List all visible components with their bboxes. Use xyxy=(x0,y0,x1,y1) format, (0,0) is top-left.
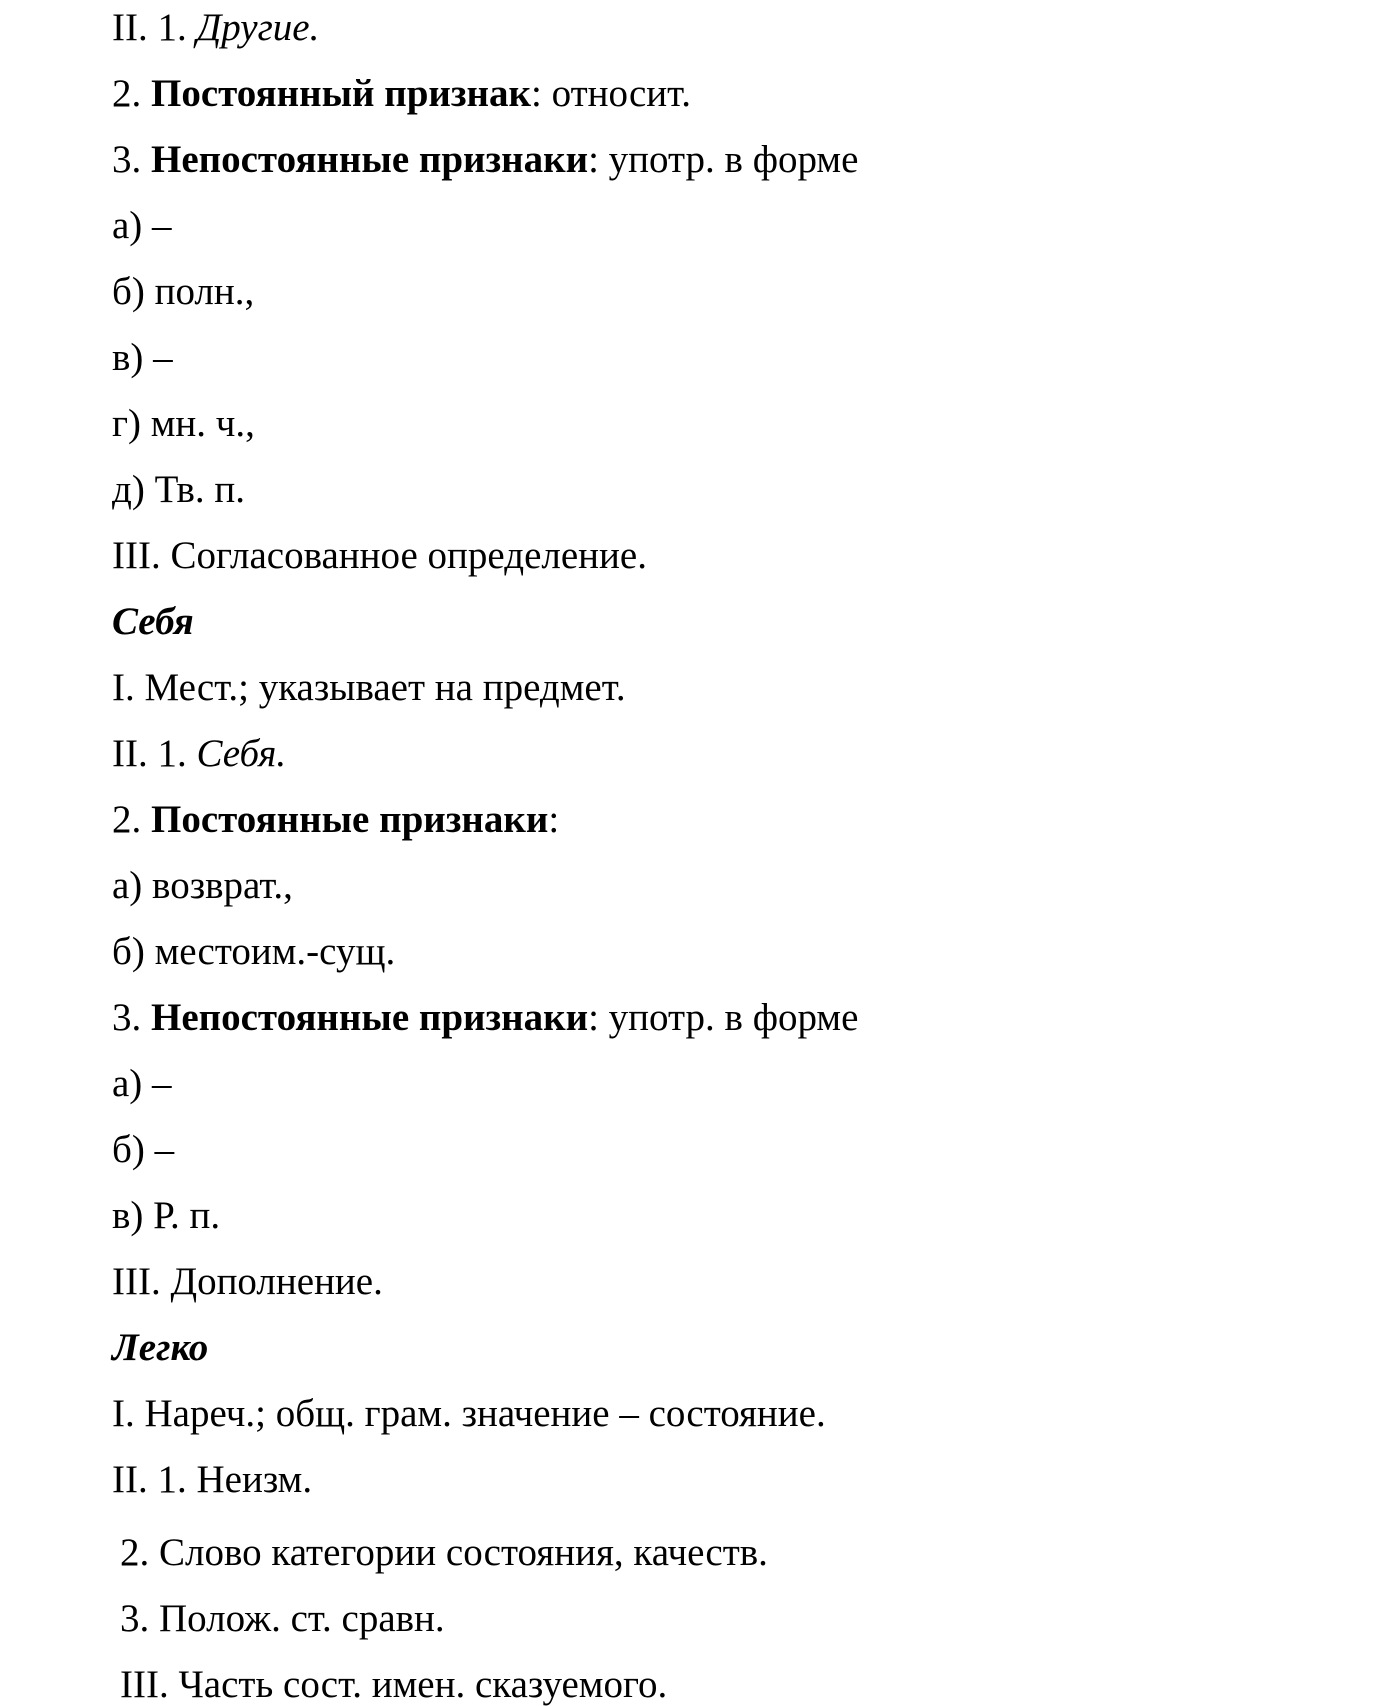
sebya-line-7: а) – xyxy=(112,1062,172,1105)
drugie-line-2 xyxy=(112,74,691,113)
sebya-line-5: б) местоим.-сущ. xyxy=(112,930,396,973)
drugie-line-2-bold: Постоянный признак xyxy=(151,72,532,115)
drugie-line-3-rest: : употр. в форме xyxy=(588,138,859,181)
drugie-line-1 xyxy=(112,8,319,47)
sebya-line-10: III. Дополнение. xyxy=(112,1260,383,1303)
drugie-line-8: д) Тв. п. xyxy=(112,468,245,511)
sebya-line-6 xyxy=(112,998,858,1037)
legko-line-3: 2. Слово категории состояния, качеств. xyxy=(120,1531,768,1574)
drugie-line-2-number: 2. xyxy=(112,72,151,115)
sebya-line-1: I. Мест.; указывает на предмет. xyxy=(112,666,626,709)
drugie-line-1-word: Другие. xyxy=(196,6,320,49)
sebya-line-4: а) возврат., xyxy=(112,864,293,907)
sebya-line-3-rest: : xyxy=(548,798,560,841)
legko-line-4: 3. Полож. ст. сравн. xyxy=(120,1597,445,1640)
sebya-line-2 xyxy=(112,734,286,773)
drugie-line-6: в) – xyxy=(112,336,173,379)
sebya-line-2-number: II. 1. xyxy=(112,732,197,775)
drugie-line-1-number: II. 1. xyxy=(112,6,197,49)
drugie-line-5: б) полн., xyxy=(112,270,255,313)
sebya-line-9: в) Р. п. xyxy=(112,1194,221,1237)
legko-heading: Легко xyxy=(112,1326,209,1369)
sebya-line-3-number: 2. xyxy=(112,798,151,841)
sebya-line-3 xyxy=(112,800,559,839)
sebya-line-6-number: 3. xyxy=(112,996,151,1039)
sebya-heading: Себя xyxy=(112,600,194,643)
drugie-line-3 xyxy=(112,140,858,179)
drugie-line-9: III. Согласованное определение. xyxy=(112,534,647,577)
sebya-line-3-bold: Постоянные признаки xyxy=(151,798,549,841)
sebya-line-2-word: Себя. xyxy=(196,732,287,775)
legko-line-5: III. Часть сост. имен. сказуемого. xyxy=(120,1663,668,1706)
drugie-line-3-bold: Непостоянные признаки xyxy=(151,138,589,181)
sebya-line-6-bold: Непостоянные признаки xyxy=(151,996,589,1039)
legko-line-2: II. 1. Неизм. xyxy=(112,1458,313,1501)
drugie-line-2-rest: : относит. xyxy=(531,72,692,115)
drugie-line-3-number: 3. xyxy=(112,138,151,181)
sebya-line-8: б) – xyxy=(112,1128,175,1171)
sebya-line-6-rest: : употр. в форме xyxy=(588,996,859,1039)
drugie-line-4: а) – xyxy=(112,204,172,247)
drugie-line-7: г) мн. ч., xyxy=(112,402,255,445)
legko-line-1: I. Нареч.; общ. грам. значение – состояние. xyxy=(112,1392,826,1435)
